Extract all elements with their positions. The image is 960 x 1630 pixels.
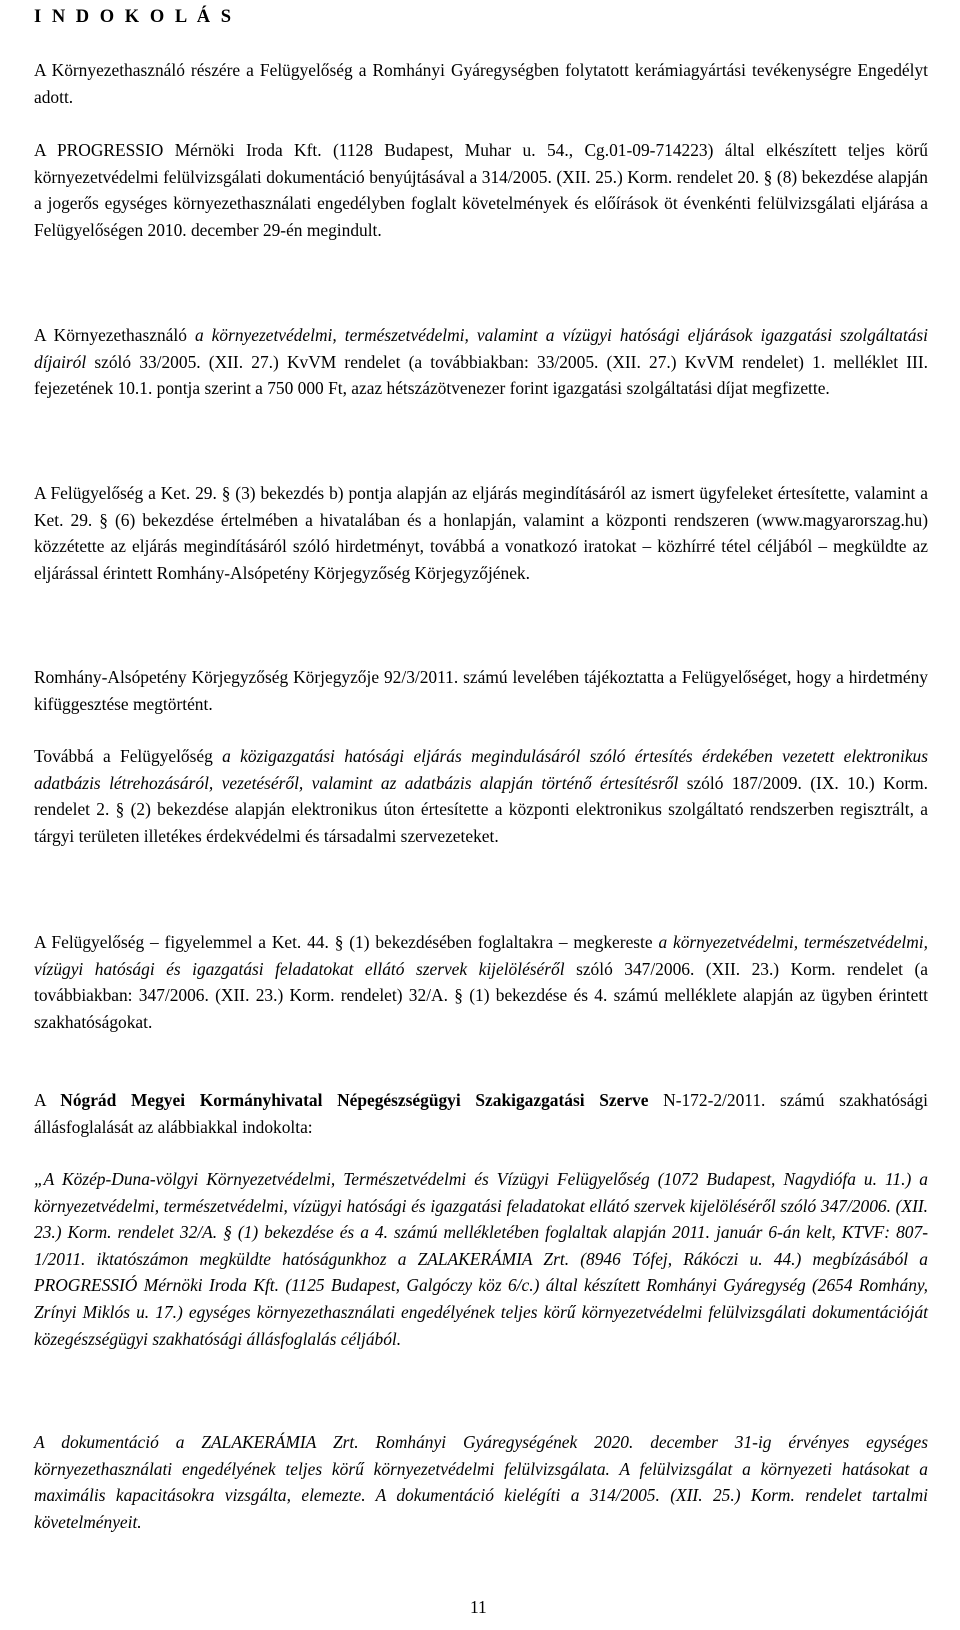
text-run: A bbox=[34, 1090, 61, 1110]
bold-text: Nógrád Megyei Kormányhivatal Népegészségügyi Szakigazgatási Szerve bbox=[60, 1090, 649, 1110]
page-number: 11 bbox=[470, 1597, 487, 1617]
paragraph bbox=[34, 1087, 928, 1140]
italic-text: a környezetvédelmi, természetvédelmi, vízügyi hatósági és igazgatási feladatokat ellátó szervek kijelöléséről bbox=[34, 932, 928, 979]
italic-text: a közigazgatási hatósági eljárás megindulásáról szóló értesítés érdekében vezetett elektronikus adatbázis létrehozásáról, vezetéséről, valamint az adatbázis alapján történő értesítésről bbox=[34, 746, 929, 793]
text-run: szóló 347/2006. (XII. 23.) Korm. rendelet (a továbbiakban: 347/2006. (XII. 23.) Korm. rendelet) 32/A. § (1) bekezdése és 4. számú melléklete alapján az ügyben érintett szakhatóságokat. bbox=[34, 958, 929, 1032]
text-run: Továbbá a Felügyelőség bbox=[34, 746, 223, 766]
text-run: szóló 33/2005. (XII. 27.) KvVM rendelet (a továbbiakban: 33/2005. (XII. 27.) KvVM rendelet) 1. melléklet III. fejezetének 10.1. pontja szerint a 750 000 Ft, azaz hétszázötvenezer forint igazgatási szolgáltatási díjat megfizette. bbox=[34, 351, 928, 399]
italic-text: a környezetvédelmi, természetvédelmi, valamint a vízügyi hatósági eljárások igazgatási szolgáltatási díjairól bbox=[34, 325, 928, 372]
paragraph bbox=[34, 929, 928, 1035]
text-run: A Felügyelőség a Ket. 29. § (3) bekezdés b) pontja alapján az eljárás megindításáról az ismert ügyfeleket értesítette, valamint a Ket. 29. § (6) bekezdése értelmében a hivatalában és a honlapján, valamint a központi rendszeren (www.magyarorszag.hu) közzétette az eljárás megindításáról szóló hirdetményt, továbbá a vonatkozó iratokat – közhírré tétel céljából – megküldte az eljárással érintett Romhány-Alsópetény Körjegyzőség Körjegyzőjének. bbox=[34, 483, 928, 583]
text-run: Romhány-Alsópetény Körjegyzőség Körjegyzője 92/3/2011. számú levelében tájékoztatta a Felügyelőséget, hogy a hirdetmény kifüggesztése megtörtént. bbox=[34, 667, 928, 714]
paragraph bbox=[34, 743, 928, 849]
quoted-paragraph bbox=[34, 1429, 928, 1535]
paragraph bbox=[34, 57, 928, 110]
text-run: A Környezethasználó bbox=[34, 325, 195, 345]
section-heading: I N D O K O L Á S bbox=[34, 7, 235, 27]
paragraph bbox=[34, 322, 928, 402]
italic-text: „A Közép-Duna-völgyi Környezetvédelmi, Természetvédelmi és Vízügyi Felügyelőség (1072 Budapest, Nagydiófa u. 11.) a környezetvédelmi, természetvédelmi, vízügyi hatósági és igazgatási feladatokat ellátó szervek kijelöléséről szóló 347/2006. (XII. 23.) Korm. rendelet 32/A. § (1) bekezdése és a 4. számú mellékletében foglaltak alapján 2011. január 6-án kelt, KTVF: 807-1/2011. iktatószámon megküldte hatóságunkhoz a ZALAKERÁMIA Zrt. (8946 Tófej, Rákóczi u. 44.) megbízásából a PROGRESSIÓ Mérnöki Iroda Kft. (1125 Budapest, Galgóczy köz 6/c.) által készített Romhányi Gyáregység (2654 Romhány, Zrínyi Miklós u. 17.) egységes környezethasználati engedélyének teljes körű környezetvédelmi felülvizsgálati dokumentációját közegészségügyi szakhatósági állásfoglalás céljából. bbox=[34, 1169, 928, 1349]
quoted-paragraph bbox=[34, 1166, 928, 1352]
text-run: szóló 187/2009. (IX. 10.) Korm. rendelet 2. § (2) bekezdése alapján elektronikus úton értesítette a központi elektronikus szolgáltató rendszerben regisztrált, a tárgyi területen illetékes érdekvédelmi és társadalmi szervezeteket. bbox=[34, 772, 928, 846]
text-run: A PROGRESSIO Mérnöki Iroda Kft. (1128 Budapest, Muhar u. 54., Cg.01-09-714223) által elkészített teljes körű környezetvédelmi felülvizsgálati dokumentáció benyújtásával a 314/2005. (XII. 25.) Korm. rendelet 20. § (8) bekezdése alapján a jogerős egységes környezethasználati engedélyben foglalt követelmények és előírások öt évenkénti felülvizsgálati eljárása a Felügyelőségen 2010. december 29-én megindult. bbox=[34, 140, 928, 240]
paragraph bbox=[34, 137, 928, 243]
text-run: N-172-2/2011. számú szakhatósági állásfoglalását az alábbiakkal indokolta: bbox=[34, 1090, 928, 1137]
paragraph bbox=[34, 664, 928, 717]
italic-text: A dokumentáció a ZALAKERÁMIA Zrt. Romhányi Gyáregységének 2020. december 31-ig érvényes egységes környezethasználati engedélyének teljes körű környezetvédelmi felülvizsgálata. A felülvizsgálat a környezeti hatásokat a maximális kapacitásokra vizsgálta, elemezte. A dokumentáció kielégíti a 314/2005. (XII. 25.) Korm. rendelet tartalmi követelményeit. bbox=[34, 1432, 928, 1532]
paragraph bbox=[34, 480, 928, 586]
text-run: A Felügyelőség – figyelemmel a Ket. 44. § (1) bekezdésében foglaltakra – megkereste bbox=[34, 932, 659, 952]
text-run: A Környezethasználó részére a Felügyelőség a Romhányi Gyáregységben folytatott kerámiagyártási tevékenységre Engedélyt adott. bbox=[34, 60, 928, 107]
